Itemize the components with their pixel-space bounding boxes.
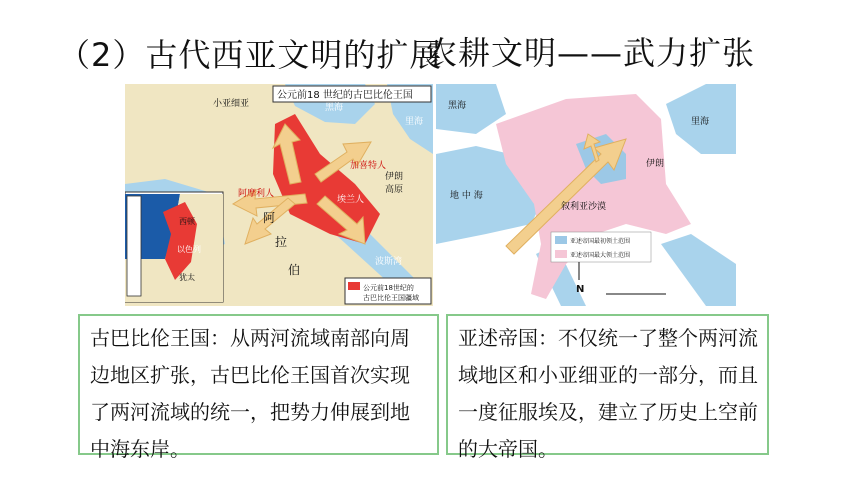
- svg-text:拉: 拉: [275, 235, 288, 249]
- svg-text:阿摩利人: 阿摩利人: [238, 189, 275, 199]
- page-title: （2）古代西亚文明的扩展: [58, 36, 443, 74]
- svg-text:波斯湾: 波斯湾: [375, 257, 403, 267]
- assyria-map: [436, 84, 736, 306]
- svg-text:阿: 阿: [263, 211, 276, 225]
- svg-text:伯: 伯: [288, 263, 301, 277]
- svg-text:地 中 海: 地 中 海: [450, 191, 483, 201]
- svg-text:亚述帝国最初领土范围: 亚述帝国最初领土范围: [570, 238, 631, 245]
- svg-text:以色列: 以色列: [177, 245, 201, 254]
- svg-text:古巴比伦王国疆域: 古巴比伦王国疆域: [363, 294, 419, 302]
- svg-text:犹太: 犹太: [179, 273, 195, 282]
- svg-text:公元前18世纪的: 公元前18世纪的: [363, 284, 414, 292]
- svg-text:黑海: 黑海: [325, 103, 344, 113]
- babylon-description-text: 古巴比伦王国：从两河流域南部向周边地区扩张，古巴比伦王国首次实现了两河流域的统一，把势力伸展到地中海东岸。: [90, 326, 410, 461]
- svg-text:高原: 高原: [385, 185, 404, 195]
- svg-text:亚述帝国最大领土范围: 亚述帝国最大领土范围: [570, 252, 631, 259]
- svg-text:伊朗: 伊朗: [385, 172, 404, 182]
- babylon-description: [78, 314, 439, 461]
- assyria-description-text: 亚述帝国：不仅统一了整个两河流域地区和小亚细亚的一部分，而且一度征服埃及，建立了历史上空前的大帝国。: [458, 326, 758, 461]
- babylon-map: [125, 84, 433, 306]
- svg-text:小亚细亚: 小亚细亚: [213, 99, 250, 109]
- svg-text:黑海: 黑海: [448, 101, 467, 111]
- svg-text:N: N: [576, 284, 585, 295]
- page-subtitle: 农耕文明——武力扩张: [425, 34, 756, 72]
- svg-text:叙利亚沙漠: 叙利亚沙漠: [561, 202, 607, 212]
- svg-text:里海: 里海: [691, 117, 710, 127]
- svg-text:西顿: 西顿: [179, 217, 195, 226]
- map1-title: 公元前18 世纪的古巴比伦王国: [277, 90, 413, 101]
- svg-text:加喜特人: 加喜特人: [350, 161, 387, 171]
- svg-text:里海: 里海: [405, 117, 424, 127]
- svg-text:埃兰人: 埃兰人: [337, 195, 365, 205]
- assyria-description: [446, 314, 769, 461]
- svg-text:伊朗: 伊朗: [646, 159, 665, 169]
